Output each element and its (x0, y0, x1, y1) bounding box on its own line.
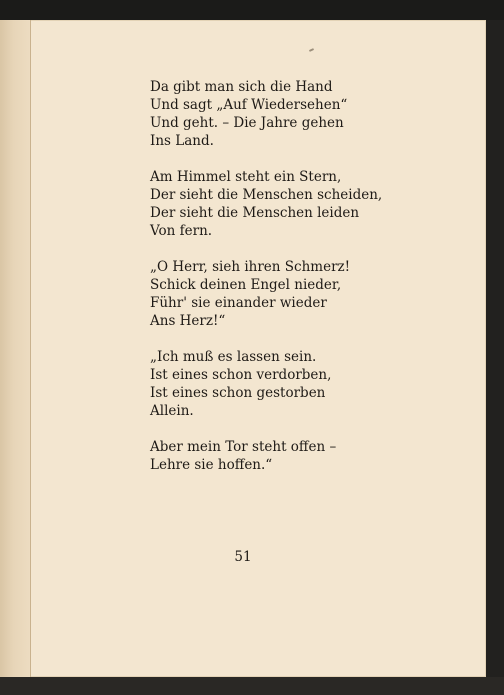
scan-border-bottom (0, 677, 504, 695)
stanza-4 (150, 348, 450, 420)
stanza-1 (150, 78, 450, 150)
poem-line: Ans Herz!“ (150, 313, 226, 329)
stanza-3 (150, 258, 450, 330)
poem-line: Ins Land. (150, 133, 214, 149)
poem-line: „Ich muß es lassen sein. (150, 349, 317, 365)
paper-speck (309, 48, 314, 52)
stanza-5 (150, 438, 450, 474)
poem-line: Aber mein Tor steht offen – (150, 439, 337, 455)
poem-text (150, 78, 450, 492)
stanza-2 (150, 168, 450, 240)
page-number: 51 (234, 549, 252, 565)
poem-line: „O Herr, sieh ihren Schmerz! (150, 259, 351, 275)
poem-line: Der sieht die Menschen scheiden, (150, 187, 383, 203)
poem-line: Am Himmel steht ein Stern, (150, 169, 342, 185)
poem-line: Allein. (150, 403, 194, 419)
facing-page-edge (0, 20, 30, 677)
poem-line: Der sieht die Menschen leiden (150, 205, 360, 221)
poem-line: Von fern. (150, 223, 213, 239)
poem-line: Lehre sie hoffen.“ (150, 457, 273, 473)
poem-line: Ist eines schon gestorben (150, 385, 326, 401)
poem-line: Führ' sie einander wieder (150, 295, 327, 311)
poem-line: Und sagt „Auf Wiedersehen“ (150, 97, 348, 113)
poem-line: Ist eines schon verdorben, (150, 367, 332, 383)
poem-line: Und geht. – Die Jahre gehen (150, 115, 344, 131)
scan-border-right (486, 20, 504, 677)
poem-line: Da gibt man sich die Hand (150, 79, 333, 95)
gutter (30, 20, 31, 677)
book-page (0, 20, 486, 677)
poem-line: Schick deinen Engel nieder, (150, 277, 342, 293)
